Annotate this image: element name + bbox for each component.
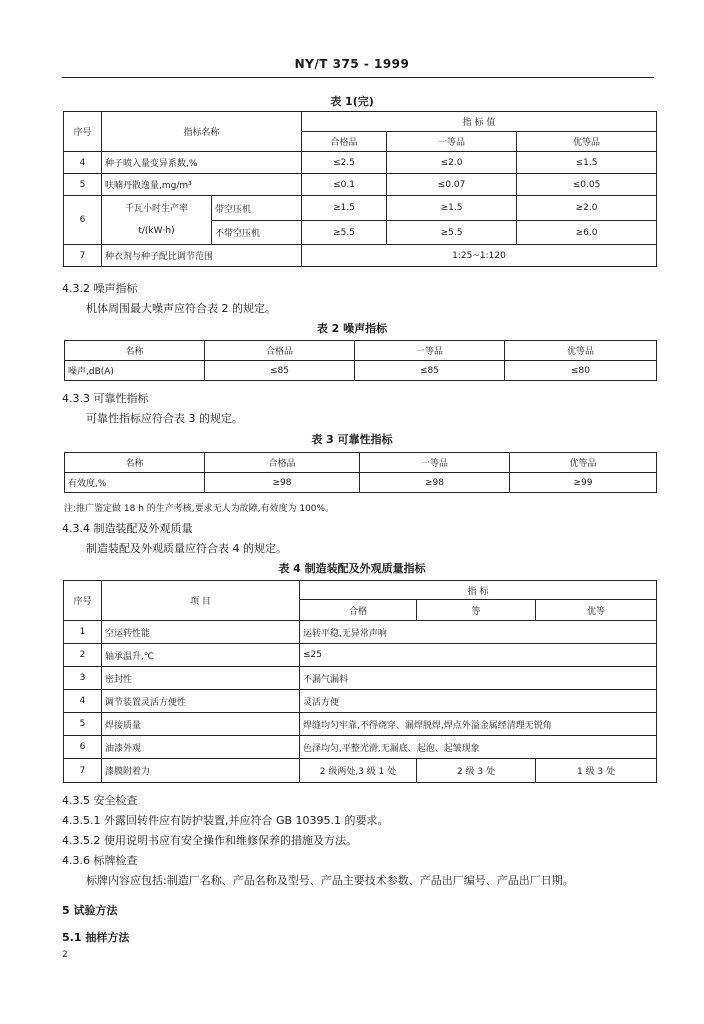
row-no: 5	[64, 174, 102, 196]
row-name: 有效度,%	[65, 473, 205, 493]
section-4-3-4-title: 4.3.4 制造装配及外观质量	[62, 522, 193, 535]
row-value-grade1: ≥1.5	[302, 196, 387, 221]
table4-caption: 表 4 制造装配及外观质量指标	[278, 562, 426, 575]
page-header: NY/T 375 - 1999	[294, 57, 410, 71]
table2	[64, 340, 657, 381]
table-row	[64, 667, 657, 690]
row-value-grade1: ≥5.5	[302, 221, 387, 245]
section-4-3-5-1: 4.3.5.1 外露回转件应有防护装置,并应符合 GB 10395.1 的要求。	[62, 814, 389, 827]
table4-header-item: 项 目	[102, 581, 300, 621]
table-row	[65, 361, 657, 381]
table4-header-no: 序号	[64, 581, 102, 621]
table-row	[64, 713, 657, 736]
row-name: 种子喷入量变异系数,%	[102, 152, 302, 174]
section-4-3-5-title: 4.3.5 安全检查	[62, 794, 138, 807]
header-rule	[62, 77, 654, 78]
table-row	[64, 621, 657, 644]
row-value: 1:25~1:120	[302, 245, 657, 267]
table1-header-value: 指 标 值	[302, 112, 657, 132]
row-value-grade2: ≥5.5	[387, 221, 517, 245]
row-item: 焊接质量	[102, 713, 300, 736]
row-value-grade3: ≤0.05	[517, 174, 657, 196]
section-4-3-3-title: 4.3.3 可靠性指标	[62, 392, 149, 405]
row-no: 4	[64, 690, 102, 713]
table-row	[64, 196, 657, 221]
section-4-3-4-text: 制造装配及外观质量应符合表 4 的规定。	[86, 542, 287, 555]
table2-header-grade2: 一等品	[355, 341, 505, 361]
row-value-grade1: ≤85	[205, 361, 355, 381]
row-name: 噪声,dB(A)	[65, 361, 205, 381]
row-value-grade2: ≤2.0	[387, 152, 517, 174]
table-row	[64, 644, 657, 667]
row-no: 4	[64, 152, 102, 174]
table1-header-no: 序号	[64, 112, 102, 152]
table3-header-name: 名称	[65, 453, 205, 473]
table1-caption: 表 1(完)	[330, 95, 374, 108]
row-value-grade2: ≤0.07	[387, 174, 517, 196]
row-no: 1	[64, 621, 102, 644]
row-item: 油漆外观	[102, 736, 300, 759]
row-value-grade1: ≤2.5	[302, 152, 387, 174]
row-no: 7	[64, 759, 102, 783]
table4	[63, 580, 657, 783]
table2-caption: 表 2 噪声指标	[316, 322, 388, 335]
table2-header-grade3: 优等品	[505, 341, 657, 361]
table3	[64, 452, 657, 493]
table4-header-grade3: 优等	[536, 600, 657, 621]
row-value-grade2: ≥1.5	[387, 196, 517, 221]
section-4-3-6-text: 标牌内容应包括:制造厂名称、产品名称及型号、产品主要技术参数、产品出厂编号、产品出厂日期。	[86, 874, 574, 887]
row-value-grade2: ≥98	[360, 473, 510, 493]
row-value-grade1: 2 级两处,3 级 1 处	[300, 759, 417, 783]
row-value: 色泽均匀,平整光滑,无漏底、起泡、起皱现象	[300, 736, 657, 759]
row-name-line1: 千瓦小时生产率	[124, 204, 188, 214]
row-no: 6	[64, 196, 102, 245]
table2-header-name: 名称	[65, 341, 205, 361]
table1-header-grade3: 优等品	[517, 132, 657, 152]
row-subname: 不带空压机	[212, 221, 302, 245]
row-no: 2	[64, 644, 102, 667]
table3-header-grade1: 合格品	[205, 453, 360, 473]
page-number: 2	[62, 950, 68, 960]
table-row	[64, 759, 657, 783]
row-value: 焊缝均匀牢靠,不得烧穿、漏焊脱焊,焊点外溢金属经清理无锐角	[300, 713, 657, 736]
table3-header-grade3: 优等品	[510, 453, 657, 473]
table3-header-grade2: 一等品	[360, 453, 510, 473]
section-4-3-2-text: 机体周围最大噪声应符合表 2 的规定。	[86, 302, 276, 315]
row-item: 空运转性能	[102, 621, 300, 644]
row-name: 呋喃丹散逸量,mg/m³	[102, 174, 302, 196]
row-item: 漆膜附着力	[102, 759, 300, 783]
table-row	[64, 690, 657, 713]
row-value-grade3: 1 级 3 处	[536, 759, 657, 783]
row-value-grade2: ≤85	[355, 361, 505, 381]
row-name: 种衣剂与种子配比调节范围	[102, 245, 302, 267]
row-value-grade3: ≥2.0	[517, 196, 657, 221]
row-value-grade1: ≥98	[205, 473, 360, 493]
table-row	[64, 736, 657, 759]
row-no: 5	[64, 713, 102, 736]
table-row	[64, 245, 657, 267]
section-4-3-5-2: 4.3.5.2 使用说明书应有安全操作和维修保养的措施及方法。	[62, 834, 357, 847]
row-value-grade3: ≤80	[505, 361, 657, 381]
section-5-title: 5 试验方法	[62, 904, 118, 917]
table3-caption: 表 3 可靠性指标	[311, 433, 393, 446]
section-4-3-2-title: 4.3.2 噪声指标	[62, 282, 138, 295]
table1	[63, 111, 657, 267]
row-value: ≤25	[300, 644, 657, 667]
row-no: 3	[64, 667, 102, 690]
row-no: 6	[64, 736, 102, 759]
row-subname: 带空压机	[212, 196, 302, 221]
row-value-grade3: ≤1.5	[517, 152, 657, 174]
row-value-grade3: ≥99	[510, 473, 657, 493]
row-value-grade1: ≤0.1	[302, 174, 387, 196]
section-5-1-title: 5.1 抽样方法	[62, 931, 130, 944]
table4-header-grade2: 等	[417, 600, 536, 621]
row-name	[102, 196, 212, 245]
row-value: 不漏气漏料	[300, 667, 657, 690]
table1-header-grade1: 合格品	[302, 132, 387, 152]
row-value-grade2: 2 级 3 处	[417, 759, 536, 783]
table-row	[65, 473, 657, 493]
row-value-grade3: ≥6.0	[517, 221, 657, 245]
table-row	[64, 152, 657, 174]
row-item: 轴承温升,℃	[102, 644, 300, 667]
table1-header-grade2: 一等品	[387, 132, 517, 152]
table4-header-index: 指 标	[300, 581, 657, 600]
table4-header-grade1: 合格	[300, 600, 417, 621]
row-value: 运转平稳,无异常声响	[300, 621, 657, 644]
table2-header-grade1: 合格品	[205, 341, 355, 361]
row-value: 灵活方便	[300, 690, 657, 713]
row-no: 7	[64, 245, 102, 267]
row-item: 调节装置灵活方便性	[102, 690, 300, 713]
row-item: 密封性	[102, 667, 300, 690]
section-4-3-3-text: 可靠性指标应符合表 3 的规定。	[86, 412, 243, 425]
table3-note: 注:推广鉴定做 18 h 的生产考核,要求无人为故障,有效度为 100%。	[64, 504, 335, 514]
row-name-line2: t/(kW·h)	[138, 226, 175, 236]
table1-header-name: 指标名称	[102, 112, 302, 152]
table-row	[64, 174, 657, 196]
section-4-3-6-title: 4.3.6 标牌检查	[62, 854, 138, 867]
